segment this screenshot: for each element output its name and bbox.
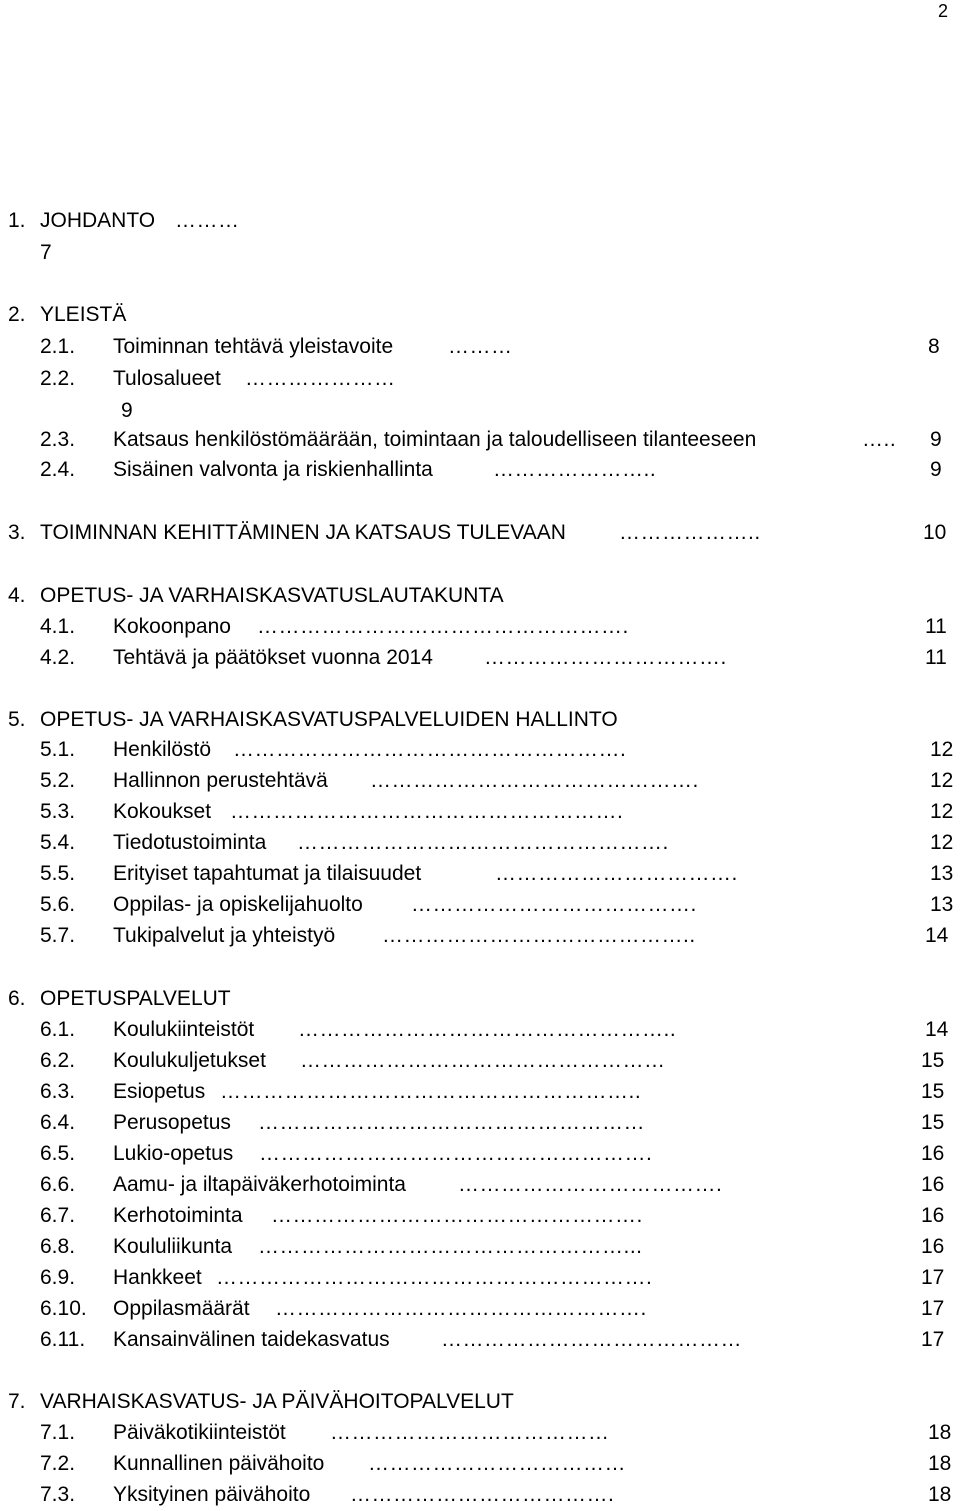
toc-entry-title: Koulukiinteistöt xyxy=(113,1018,255,1041)
toc-entry-number: 6.11. xyxy=(40,1328,86,1351)
toc-entry-leader: ……………………………………………. xyxy=(271,1204,643,1227)
toc-entry-number: 7.2. xyxy=(40,1452,76,1475)
toc-entry-leader: …………………………………………… xyxy=(300,1049,666,1072)
toc-entry-leader: ………………………………. xyxy=(458,1173,723,1196)
toc-sub-entry xyxy=(0,830,960,858)
toc-entry-page: 13 xyxy=(930,862,954,885)
toc-entry-title: Tehtävä ja päätökset vuonna 2014 xyxy=(113,646,433,669)
toc-entry-title: Kunnallinen päivähoito xyxy=(113,1452,325,1475)
toc-sub-entry xyxy=(0,1048,960,1076)
toc-entry-title: Sisäinen valvonta ja riskienhallinta xyxy=(113,458,433,481)
toc-entry-leader: …………………………………… xyxy=(441,1328,742,1351)
toc-entry-title: OPETUS- JA VARHAISKASVATUSLAUTAKUNTA xyxy=(40,584,504,607)
toc-entry-number: 6.4. xyxy=(40,1111,76,1134)
toc-entry-number: 6. xyxy=(8,987,26,1010)
toc-entry-page: 13 xyxy=(930,893,954,916)
toc-entry-number: 6.2. xyxy=(40,1049,76,1072)
toc-entry-number: 5.1. xyxy=(40,738,76,761)
toc-entry-page: 18 xyxy=(928,1421,952,1444)
toc-entry-title: Kokoukset xyxy=(113,800,212,823)
toc-entry-leader: ……………………………………………………. xyxy=(216,1266,653,1289)
toc-entry-leader: ………………………………………. xyxy=(370,769,699,792)
toc-entry-page: 9 xyxy=(121,399,133,422)
toc-entry-number: 7.3. xyxy=(40,1483,76,1506)
toc-entry-page: 16 xyxy=(921,1204,945,1227)
toc-entry-page: 17 xyxy=(921,1297,945,1320)
toc-entry-leader: ………………………………………………. xyxy=(233,738,627,761)
toc-entry-title: Hallinnon perustehtävä xyxy=(113,769,328,792)
toc-sub-entry xyxy=(0,1079,960,1107)
toc-sub-entry xyxy=(0,892,960,920)
toc-entry-page: 11 xyxy=(925,615,947,638)
toc-sub-entry xyxy=(0,366,960,422)
toc-sub-entry xyxy=(0,1017,960,1045)
toc-entry-title: Esiopetus xyxy=(113,1080,206,1103)
toc-entry-title: Tukipalvelut ja yhteistyö xyxy=(113,924,336,947)
toc-entry-leader: ……………………………………………. xyxy=(275,1297,647,1320)
toc-entry-number: 5.6. xyxy=(40,893,76,916)
toc-main-entry xyxy=(0,986,960,1014)
toc-entry-leader: ….. xyxy=(862,428,897,451)
toc-entry-title: Perusopetus xyxy=(113,1111,231,1134)
toc-entry-leader: ……………………………………………. xyxy=(257,615,629,638)
toc-entry-page: 12 xyxy=(930,769,954,792)
toc-main-entry xyxy=(0,302,960,330)
toc-entry-title: Toiminnan tehtävä yleistavoite xyxy=(113,335,394,358)
toc-entry-page: 12 xyxy=(930,738,954,761)
toc-entry-page: 10 xyxy=(923,521,947,544)
toc-entry-leader: …………………………………. xyxy=(411,893,697,916)
toc-entry-leader: ……………………………………………… xyxy=(258,1111,645,1134)
toc-entry-title: Tiedotustoiminta xyxy=(113,831,267,854)
toc-entry-title: OPETUSPALVELUT xyxy=(40,987,231,1010)
toc-entry-title: Henkilöstö xyxy=(113,738,212,761)
toc-entry-title: Hankkeet xyxy=(113,1266,202,1289)
toc-entry-page: 12 xyxy=(930,800,954,823)
toc-entry-number: 6.9. xyxy=(40,1266,76,1289)
toc-sub-entry xyxy=(0,799,960,827)
toc-entry-number: 5.4. xyxy=(40,831,76,854)
toc-entry-page: 8 xyxy=(928,335,940,358)
toc-entry-title: Koululiikunta xyxy=(113,1235,233,1258)
toc-entry-page: 9 xyxy=(930,458,942,481)
toc-sub-entry xyxy=(0,1327,960,1355)
toc-entry-page: 12 xyxy=(930,831,954,854)
toc-entry-title: Kansainvälinen taidekasvatus xyxy=(113,1328,390,1351)
toc-entry-leader: ………………….. xyxy=(493,458,657,481)
toc-sub-entry xyxy=(0,1451,960,1479)
toc-sub-entry xyxy=(0,1110,960,1138)
toc-entry-number: 1. xyxy=(8,209,26,232)
toc-entry-title: Oppilas- ja opiskelijahuolto xyxy=(113,893,363,916)
toc-entry-number: 4.1. xyxy=(40,615,76,638)
toc-entry-number: 5. xyxy=(8,708,26,731)
toc-entry-leader: ……………………………… xyxy=(368,1452,626,1475)
toc-sub-entry xyxy=(0,737,960,765)
toc-entry-leader: ………………………………………………. xyxy=(259,1142,653,1165)
toc-entry-leader: ……………………………. xyxy=(495,862,738,885)
toc-entry-title: YLEISTÄ xyxy=(40,303,127,326)
toc-entry-number: 3. xyxy=(8,521,26,544)
toc-sub-entry xyxy=(0,1141,960,1169)
toc-entry-number: 6.1. xyxy=(40,1018,76,1041)
toc-entry-leader: ………………………………………………. xyxy=(230,800,624,823)
toc-entry-leader: ……………….. xyxy=(619,521,761,544)
toc-entry-title: Erityiset tapahtumat ja tilaisuudet xyxy=(113,862,422,885)
toc-entry-page: 17 xyxy=(921,1328,945,1351)
toc-entry-page: 18 xyxy=(928,1483,952,1506)
toc-entry-leader: ……… xyxy=(448,335,513,358)
toc-entry-leader: ……………………………………………. xyxy=(297,831,669,854)
toc-entry-page: 7 xyxy=(40,241,52,264)
toc-entry-number: 2.2. xyxy=(40,367,76,390)
toc-entry-title: JOHDANTO xyxy=(40,209,156,232)
toc-main-entry xyxy=(0,1389,960,1417)
toc-entry-leader: ……………………………. xyxy=(484,646,727,669)
toc-sub-entry xyxy=(0,334,960,362)
toc-entry-page: 16 xyxy=(921,1235,945,1258)
toc-entry-number: 2.1. xyxy=(40,335,76,358)
toc-entry-leader: …………………………………………….. xyxy=(298,1018,677,1041)
toc-sub-entry xyxy=(0,1172,960,1200)
toc-sub-entry xyxy=(0,1234,960,1262)
toc-sub-entry xyxy=(0,427,960,455)
toc-entry-page: 18 xyxy=(928,1452,952,1475)
toc-entry-page: 14 xyxy=(925,924,949,947)
toc-main-entry xyxy=(0,583,960,611)
toc-entry-title: Aamu- ja iltapäiväkerhotoiminta xyxy=(113,1173,406,1196)
toc-entry-leader: …………………………………….. xyxy=(382,924,696,947)
toc-entry-number: 6.7. xyxy=(40,1204,76,1227)
toc-sub-entry xyxy=(0,1482,960,1510)
toc-entry-leader: ………………………………. xyxy=(350,1483,615,1506)
toc-entry-number: 5.3. xyxy=(40,800,76,823)
toc-entry-leader: ………………………………… xyxy=(330,1421,610,1444)
toc-entry-title: Koulukuljetukset xyxy=(113,1049,266,1072)
toc-entry-leader: ………………… xyxy=(245,367,396,390)
toc-sub-entry xyxy=(0,861,960,889)
toc-entry-number: 2.4. xyxy=(40,458,76,481)
toc-main-entry xyxy=(0,208,960,264)
toc-entry-title: Oppilasmäärät xyxy=(113,1297,250,1320)
toc-entry-page: 17 xyxy=(921,1266,945,1289)
toc-entry-title: Päiväkotikiinteistöt xyxy=(113,1421,286,1444)
toc-entry-page: 15 xyxy=(921,1111,945,1134)
toc-entry-title: VARHAISKASVATUS- JA PÄIVÄHOITOPALVELUT xyxy=(40,1390,514,1413)
toc-entry-number: 5.7. xyxy=(40,924,76,947)
toc-entry-page: 9 xyxy=(930,428,942,451)
toc-entry-number: 6.3. xyxy=(40,1080,76,1103)
toc-entry-number: 4.2. xyxy=(40,646,76,669)
toc-sub-entry xyxy=(0,1265,960,1293)
toc-entry-title: Kokoonpano xyxy=(113,615,231,638)
toc-entry-number: 2.3. xyxy=(40,428,76,451)
toc-sub-entry xyxy=(0,645,960,673)
toc-sub-entry xyxy=(0,768,960,796)
toc-entry-title: Tulosalueet xyxy=(113,367,221,390)
toc-entry-title: Lukio-opetus xyxy=(113,1142,234,1165)
toc-sub-entry xyxy=(0,1420,960,1448)
toc-sub-entry xyxy=(0,457,960,485)
toc-entry-number: 7. xyxy=(8,1390,26,1413)
toc-entry-leader: ………………………………………………….. xyxy=(220,1080,642,1103)
toc-entry-page: 15 xyxy=(921,1049,945,1072)
toc-entry-number: 5.5. xyxy=(40,862,76,885)
toc-entry-page: 14 xyxy=(925,1018,949,1041)
toc-entry-leader: ……………………………………………... xyxy=(258,1235,643,1258)
toc-main-entry xyxy=(0,520,960,548)
toc-entry-number: 4. xyxy=(8,584,26,607)
toc-entry-title: Yksityinen päivähoito xyxy=(113,1483,311,1506)
toc-sub-entry xyxy=(0,614,960,642)
toc-sub-entry xyxy=(0,1296,960,1324)
toc-entry-page: 16 xyxy=(921,1173,945,1196)
toc-entry-title: OPETUS- JA VARHAISKASVATUSPALVELUIDEN HALLINTO xyxy=(40,708,618,731)
toc-entry-title: Katsaus henkilöstömäärään, toimintaan ja taloudelliseen tilanteeseen xyxy=(113,428,757,451)
toc-entry-number: 6.8. xyxy=(40,1235,76,1258)
toc-entry-title: Kerhotoiminta xyxy=(113,1204,243,1227)
toc-sub-entry xyxy=(0,1203,960,1231)
toc-entry-page: 16 xyxy=(921,1142,945,1165)
toc-main-entry xyxy=(0,707,960,735)
toc-entry-number: 5.2. xyxy=(40,769,76,792)
toc-entry-number: 6.5. xyxy=(40,1142,76,1165)
toc-entry-page: 15 xyxy=(921,1080,945,1103)
page-number: 2 xyxy=(938,1,949,21)
toc-entry-number: 7.1. xyxy=(40,1421,76,1444)
toc-entry-number: 6.6. xyxy=(40,1173,76,1196)
toc-entry-number: 2. xyxy=(8,303,26,326)
toc-entry-leader: ……… xyxy=(175,209,240,232)
toc-sub-entry xyxy=(0,923,960,951)
toc-entry-page: 11 xyxy=(925,646,947,669)
toc-entry-number: 6.10. xyxy=(40,1297,87,1320)
toc-entry-title: TOIMINNAN KEHITTÄMINEN JA KATSAUS TULEVAAN xyxy=(40,521,566,544)
